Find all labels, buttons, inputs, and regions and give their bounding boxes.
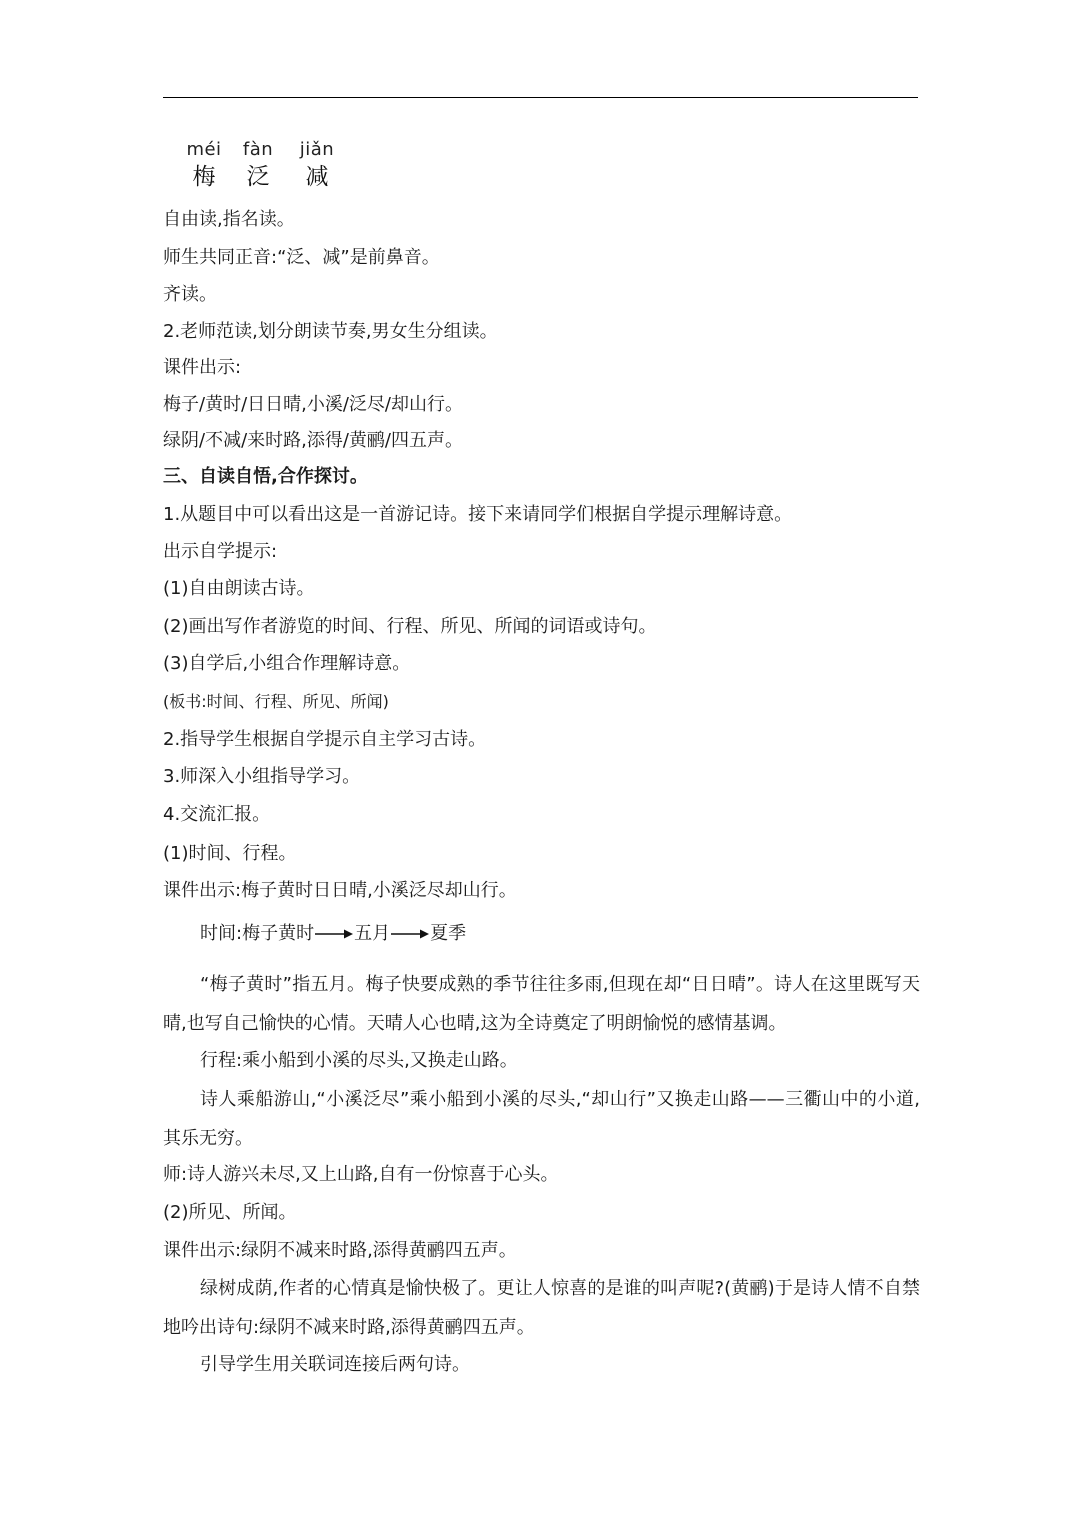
text-line: 课件出示:梅子黄时日日晴,小溪泛尽却山行。 [163, 880, 517, 901]
text-line: (2)画出写作者游览的时间、行程、所见、所闻的词语或诗句。 [163, 616, 657, 637]
text-line: (2)所见、所闻。 [163, 1202, 297, 1223]
text-line: (3)自学后,小组合作理解诗意。 [163, 653, 411, 674]
text-line: 出示自学提示: [163, 541, 278, 562]
text-line: 1.从题目中可以看出这是一首游记诗。接下来请同学们根据自学提示理解诗意。 [163, 504, 793, 525]
hanzi-text: 泛 [246, 164, 270, 190]
text-line: 齐读。 [163, 284, 217, 305]
text-line: 师生共同正音:“泛、减”是前鼻音。 [163, 247, 440, 268]
text-line: 2.指导学生根据自学提示自主学习古诗。 [163, 729, 487, 750]
pinyin-text: fàn [242, 139, 274, 160]
flow-label: 时间:梅子黄时 [200, 923, 315, 944]
flow-step: 五月 [354, 923, 391, 944]
paragraph: 绿树成荫,作者的心情真是愉快极了。更让人惊喜的是谁的叫声呢?(黄鹂)于是诗人情不自禁地吟出诗句:绿阴不减来时路,添得黄鹂四五声。 [163, 1278, 920, 1338]
header-rule [163, 97, 918, 98]
text-line: 自由读,指名读。 [163, 209, 295, 230]
pinyin-text: méi [186, 139, 222, 160]
text-line: 课件出示:绿阴不减来时路,添得黄鹂四五声。 [163, 1240, 517, 1261]
arrow-right-icon [391, 927, 429, 941]
text-line: 3.师深入小组指导学习。 [163, 766, 361, 787]
text-line: 绿阴/不减/来时路,添得/黄鹂/四五声。 [163, 430, 463, 451]
flow-step: 夏季 [430, 923, 467, 944]
pinyin-text: jiǎn [299, 139, 335, 160]
text-line: 师:诗人游兴未尽,又上山路,自有一份惊喜于心头。 [163, 1164, 559, 1185]
pinyin-item [228, 138, 288, 192]
text-line: 引导学生用关联词连接后两句诗。 [200, 1354, 470, 1375]
text-line: 课件出示: [163, 357, 242, 378]
text-line: (1)时间、行程。 [163, 843, 297, 864]
board-note: (板书:时间、行程、所见、所闻) [163, 692, 389, 711]
time-flow [200, 922, 466, 946]
arrow-right-icon [315, 927, 353, 941]
pinyin-item [287, 138, 347, 192]
hanzi-text: 减 [305, 164, 329, 190]
text-line: 梅子/黄时/日日晴,小溪/泛尽/却山行。 [163, 394, 463, 415]
paragraph: “梅子黄时”指五月。梅子快要成熟的季节往往多雨,但现在却“日日晴”。诗人在这里既写天晴,也写自己愉快的心情。天晴人心也晴,这为全诗奠定了明朗愉悦的感情基调。 [163, 974, 920, 1034]
paragraph: 诗人乘船游山,“小溪泛尽”乘小船到小溪的尽头,“却山行”又换走山路——三衢山中的小道,其乐无穷。 [163, 1089, 920, 1149]
text-line: 4.交流汇报。 [163, 804, 271, 825]
pinyin-item [174, 138, 234, 192]
text-line: (1)自由朗读古诗。 [163, 578, 315, 599]
section-heading: 三、自读自悟,合作探讨。 [163, 466, 368, 487]
text-line: 行程:乘小船到小溪的尽头,又换走山路。 [200, 1050, 518, 1071]
hanzi-text: 梅 [192, 164, 216, 190]
text-line: 2.老师范读,划分朗读节奏,男女生分组读。 [163, 321, 498, 342]
